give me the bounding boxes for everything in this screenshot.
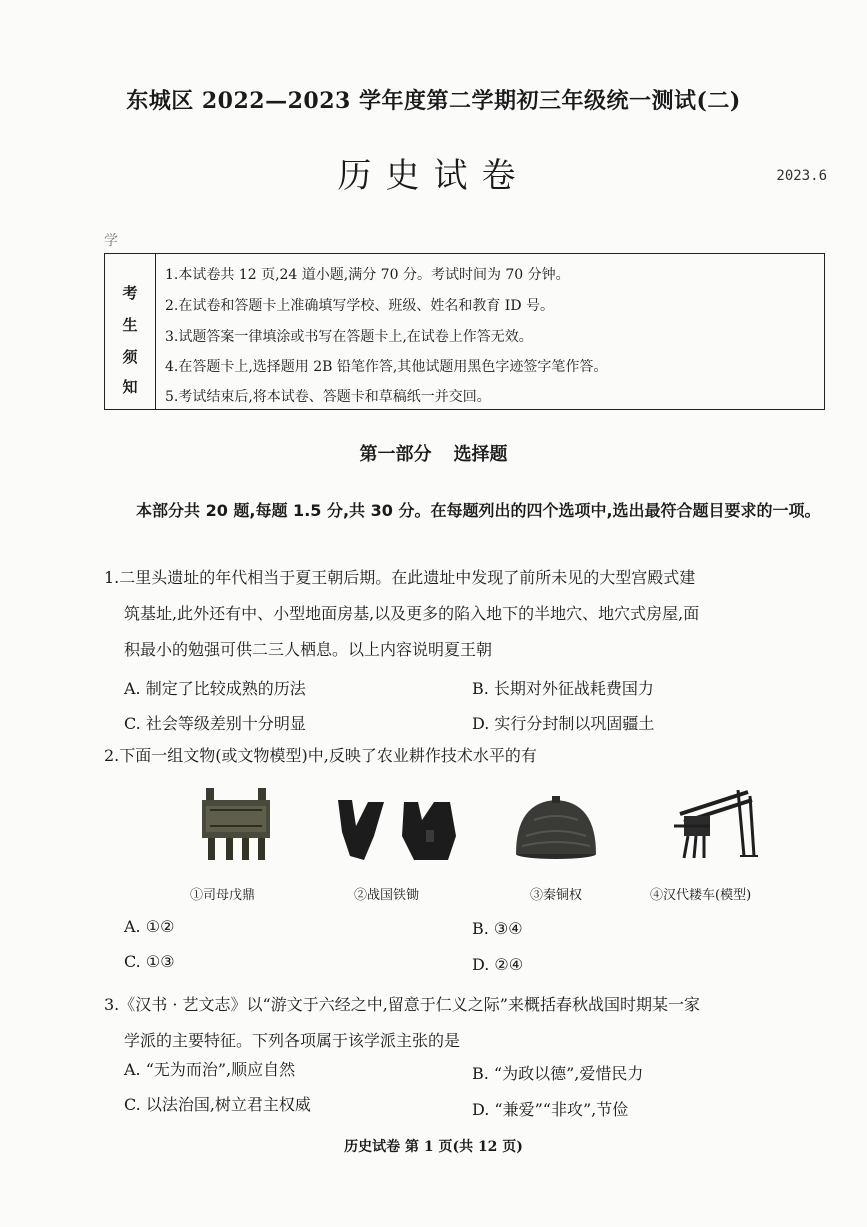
notice-line: 5.考试结束后,将本试卷、答题卡和草稿纸一并交回。 bbox=[165, 389, 491, 405]
notice-side-label bbox=[105, 254, 156, 409]
question-2-option-d: D. ②④ bbox=[472, 955, 524, 974]
notice-line: 2.在试卷和答题卡上准确填写学校、班级、姓名和教育 ID 号。 bbox=[165, 298, 555, 314]
question-1-option-b: B. 长期对外征战耗费国力 bbox=[472, 679, 654, 698]
subject-title: 历史试卷 bbox=[337, 156, 530, 196]
question-1-stem-line: 1.二里头遗址的年代相当于夏王朝后期。在此遗址中发现了前所未见的大型宫殿式建 bbox=[104, 568, 696, 587]
simuwu-ding-image bbox=[196, 786, 276, 866]
question-3-option-d: D. “兼爱”“非攻”,节俭 bbox=[472, 1100, 629, 1119]
part-heading bbox=[0, 440, 867, 466]
notice-line: 4.在答题卡上,选择题用 2B 铅笔作答,其他试题用黑色字迹签字笔作答。 bbox=[165, 359, 608, 375]
question-3-option-c: C. 以法治国,树立君主权威 bbox=[124, 1095, 311, 1114]
qin-bronze-weight-image bbox=[514, 796, 598, 860]
question-2-option-a: A. ①② bbox=[124, 917, 175, 936]
question-1-option-c: C. 社会等级差别十分明显 bbox=[124, 714, 306, 733]
han-seed-drill-model-image bbox=[670, 786, 760, 862]
part-number: 第一部分 bbox=[359, 444, 432, 465]
student-info-label: 学 bbox=[104, 233, 118, 249]
iron-hoe-image bbox=[330, 796, 470, 864]
question-3-option-b: B. “为政以德”,爱惜民力 bbox=[472, 1064, 644, 1083]
page-footer: 历史试卷 第 1 页(共 12 页) bbox=[344, 1139, 523, 1155]
exam-notice-box bbox=[104, 253, 825, 410]
question-3-stem-line: 学派的主要特征。下列各项属于该学派主张的是 bbox=[124, 1031, 461, 1050]
artifact-caption-3: ③秦铜权 bbox=[530, 888, 583, 903]
question-1-option-d: D. 实行分封制以巩固疆土 bbox=[472, 714, 655, 733]
artifact-caption-1: ①司母戊鼎 bbox=[190, 888, 256, 903]
notice-side-char: 须 bbox=[122, 348, 138, 366]
notice-line: 3.试题答案一律填涂或书写在答题卡上,在试卷上作答无效。 bbox=[165, 329, 533, 345]
notice-side-char: 知 bbox=[122, 378, 138, 396]
notice-line: 1.本试卷共 12 页,24 道小题,满分 70 分。考试时间为 70 分钟。 bbox=[165, 267, 570, 283]
question-2-stem: 2.下面一组文物(或文物模型)中,反映了农业耕作技术水平的有 bbox=[104, 746, 537, 765]
question-1-option-a: A. 制定了比较成熟的历法 bbox=[124, 679, 306, 698]
question-3-stem-line: 3.《汉书 · 艺文志》以“游文于六经之中,留意于仁义之际”来概括春秋战国时期某一家 bbox=[104, 995, 700, 1014]
question-1-stem-line: 积最小的勉强可供二三人栖息。以上内容说明夏王朝 bbox=[124, 640, 493, 659]
question-3-option-a: A. “无为而治”,顺应自然 bbox=[124, 1060, 296, 1079]
exam-title: 东城区 2022—2023 学年度第二学期初三年级统一测试(二) bbox=[126, 88, 741, 114]
notice-side-char: 考 bbox=[122, 284, 138, 302]
question-1-stem-line: 筑基址,此外还有中、小型地面房基,以及更多的陷入地下的半地穴、地穴式房屋,面 bbox=[124, 604, 700, 623]
exam-date: 2023.6 bbox=[776, 168, 827, 184]
part-instructions: 本部分共 20 题,每题 1.5 分,共 30 分。在每题列出的四个选项中,选出最符合题目要求的一项。 bbox=[136, 501, 821, 520]
part-type: 选择题 bbox=[453, 444, 508, 465]
notice-side-char: 生 bbox=[122, 316, 138, 334]
question-2-option-c: C. ①③ bbox=[124, 952, 175, 971]
artifact-caption-4: ④汉代耧车(模型) bbox=[650, 888, 752, 903]
question-2-option-b: B. ③④ bbox=[472, 919, 523, 938]
artifact-caption-2: ②战国铁锄 bbox=[354, 888, 420, 903]
